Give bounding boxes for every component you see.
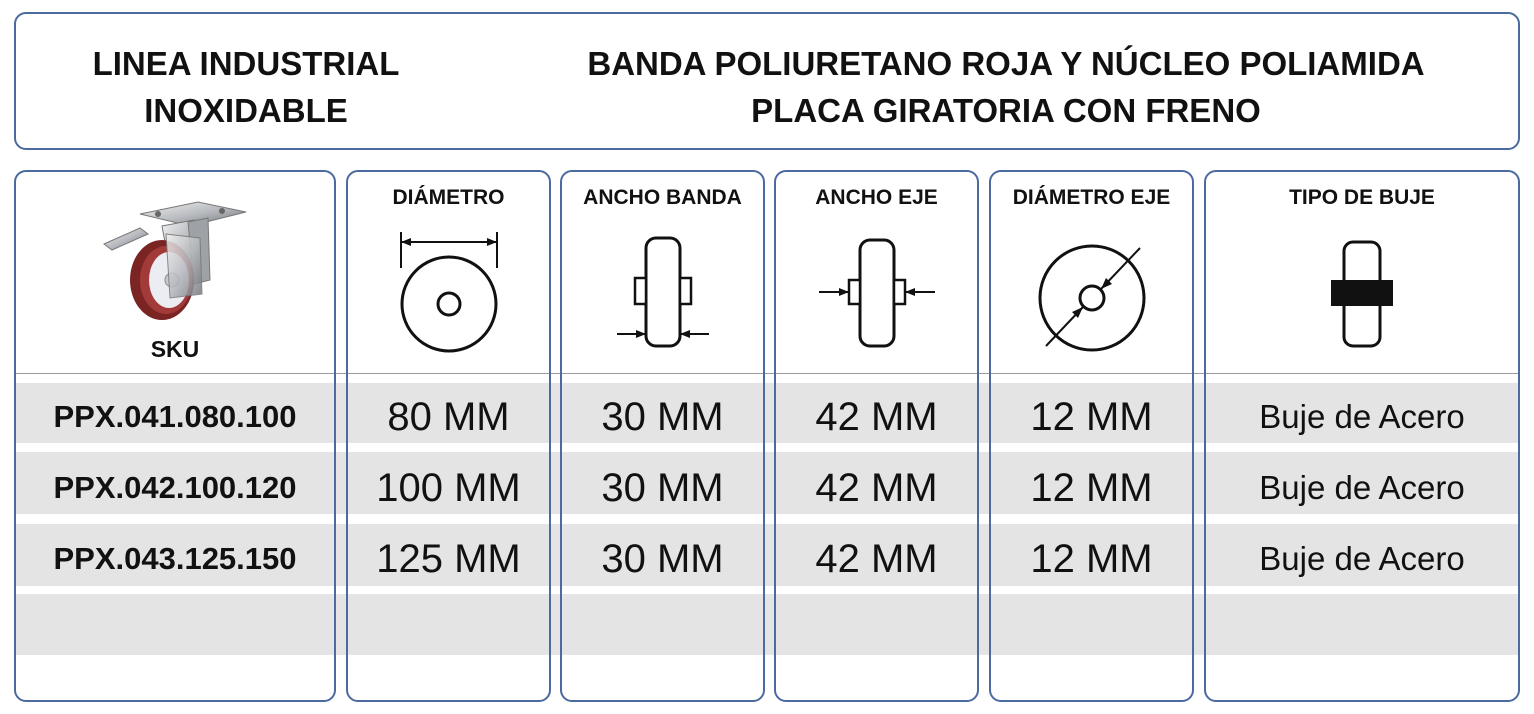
diameter-icon: [394, 228, 504, 356]
table-cell-diametro: 100 MM: [376, 466, 521, 510]
table-cell-diametro: 80 MM: [387, 395, 510, 439]
title-box: [14, 12, 1520, 150]
table-cell-tipo-buje: Buje de Acero: [1259, 469, 1465, 506]
table-cell-tipo-buje: Buje de Acero: [1259, 540, 1465, 577]
table-cell-sku: PPX.043.125.150: [53, 541, 297, 576]
ancho-banda-header: ANCHO BANDA: [583, 186, 742, 209]
bushing-icon: [1327, 238, 1397, 350]
axle-diameter-icon: [1032, 242, 1152, 352]
table-cell-sku: PPX.041.080.100: [53, 399, 297, 434]
diametro-eje-column: [989, 170, 1194, 702]
product-description: [536, 40, 1476, 134]
table-cell-ancho-eje: 42 MM: [815, 466, 938, 510]
caster-wheel-photo-icon: [100, 198, 250, 326]
table-cell-diametro-eje: 12 MM: [1030, 537, 1153, 581]
table-cell-ancho-banda: 30 MM: [601, 466, 724, 510]
diametro-column: [346, 170, 551, 702]
ancho-eje-header: ANCHO EJE: [815, 186, 938, 209]
table-cell-sku: PPX.042.100.120: [53, 470, 297, 505]
diametro-header: DIÁMETRO: [392, 186, 505, 209]
product-description-line2: PLACA GIRATORIA CON FRENO: [751, 92, 1261, 129]
axle-width-icon: [815, 236, 939, 350]
table-cell-ancho-banda: 30 MM: [601, 537, 724, 581]
product-description-line1: BANDA POLIURETANO ROJA Y NÚCLEO POLIAMIDA: [587, 45, 1425, 82]
table-cell-diametro-eje: 12 MM: [1030, 395, 1153, 439]
ancho-eje-column: [774, 170, 979, 702]
table-cell-tipo-buje: Buje de Acero: [1259, 398, 1465, 435]
table-cell-diametro: 125 MM: [376, 537, 521, 581]
product-line-line1: LINEA INDUSTRIAL: [92, 45, 400, 82]
table-cell-ancho-eje: 42 MM: [815, 537, 938, 581]
tipo-buje-column: [1204, 170, 1520, 702]
table-cell-ancho-eje: 42 MM: [815, 395, 938, 439]
diametro-eje-header: DIÁMETRO EJE: [1012, 186, 1171, 209]
product-line-line2: INOXIDABLE: [144, 92, 348, 129]
ancho-banda-column: [560, 170, 765, 702]
sku-column: [14, 170, 336, 702]
table-cell-ancho-banda: 30 MM: [601, 395, 724, 439]
band-width-icon: [613, 234, 713, 352]
table-cell-diametro-eje: 12 MM: [1030, 466, 1153, 510]
sku-header: SKU: [150, 336, 200, 362]
tipo-buje-header: TIPO DE BUJE: [1289, 186, 1435, 209]
product-line-title: [36, 40, 456, 134]
